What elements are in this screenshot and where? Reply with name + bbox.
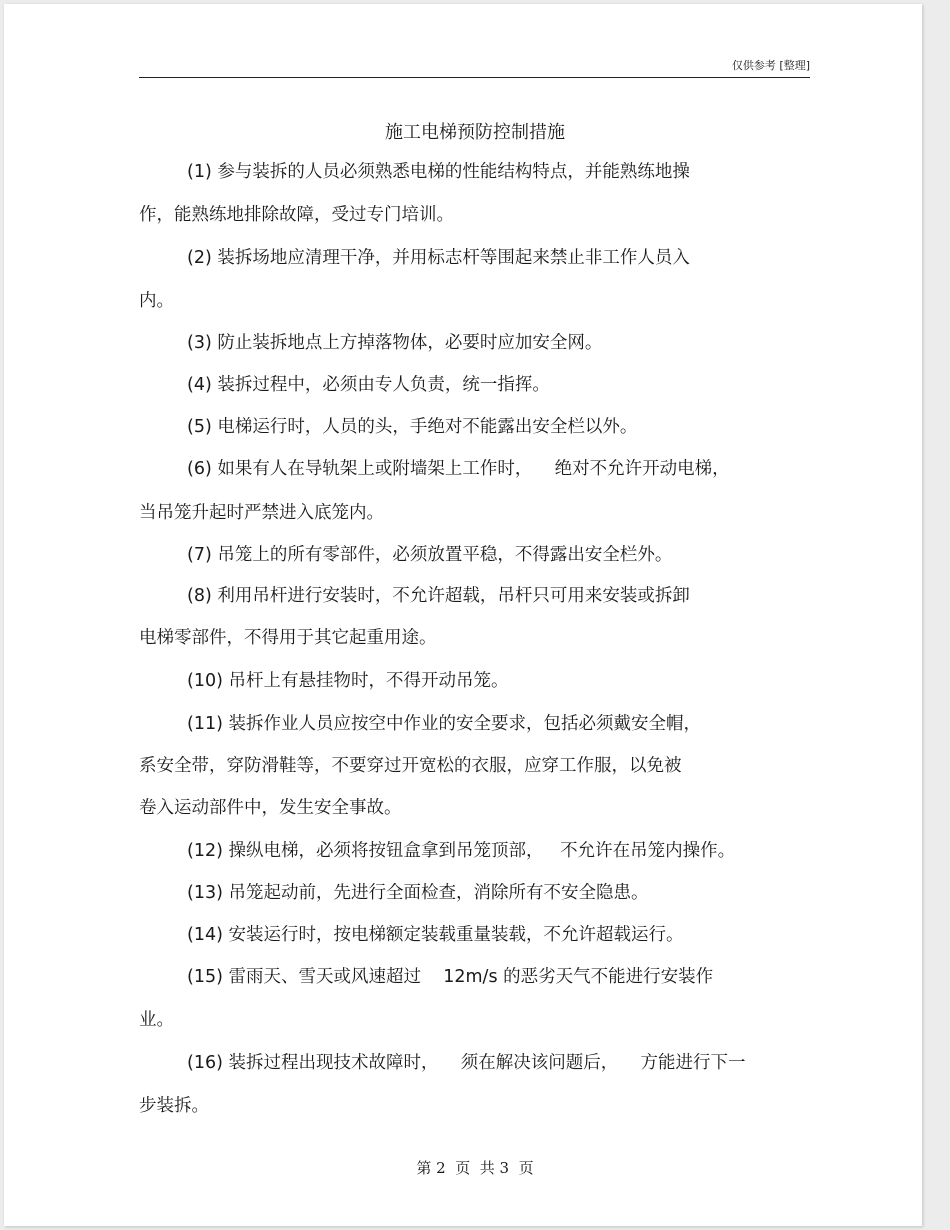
paragraph-10-line-1: (10) 吊杆上有悬挂物时，不得开动吊笼。 xyxy=(187,671,509,691)
paragraph-14-line-1: (14) 安装运行时，按电梯额定装载重量装载，不允许超载运行。 xyxy=(187,925,684,945)
paragraph-11-line-2: 系安全带，穿防滑鞋等，不要穿过开宽松的衣服，应穿工作服，以免被 xyxy=(139,756,682,776)
paragraph-12-line-1: (12) 操纵电梯，必须将按钮盒拿到吊笼顶部， 不允许在吊笼内操作。 xyxy=(187,841,736,861)
paragraph-2-line-2: 内。 xyxy=(139,291,174,311)
paragraph-6-line-1: (6) 如果有人在导轨架上或附墙架上工作时， 绝对不允许开动电梯， xyxy=(187,459,730,479)
paragraph-4-line-1: (4) 装拆过程中，必须由专人负责，统一指挥。 xyxy=(187,375,550,395)
paragraph-8-line-1: (8) 利用吊杆进行安装时，不允许超载，吊杆只可用来安装或拆卸 xyxy=(187,586,690,606)
paragraph-15-line-2: 业。 xyxy=(139,1010,174,1030)
document-title: 施工电梯预防控制措施 xyxy=(385,122,565,143)
header-divider xyxy=(139,77,810,78)
paragraph-13-line-1: (13) 吊笼起动前，先进行全面检查，消除所有不安全隐患。 xyxy=(187,883,649,903)
paragraph-8-line-2: 电梯零部件，不得用于其它起重用途。 xyxy=(139,628,437,648)
paragraph-6-line-2: 当吊笼升起时严禁进入底笼内。 xyxy=(139,503,384,523)
paragraph-15-line-1: (15) 雷雨天、雪天或风速超过 12m/s 的恶劣天气不能进行安装作 xyxy=(187,967,714,987)
paragraph-11-line-3: 卷入运动部件中，发生安全事故。 xyxy=(139,798,402,818)
paragraph-1-line-1: (1) 参与装拆的人员必须熟悉电梯的性能结构特点，并能熟练地操 xyxy=(187,162,690,182)
document-page xyxy=(4,4,922,1226)
paragraph-16-line-1: (16) 装拆过程出现技术故障时， 须在解决该问题后， 方能进行下一 xyxy=(187,1053,746,1073)
paragraph-1-line-2: 作，能熟练地排除故障，受过专门培训。 xyxy=(139,205,454,225)
paragraph-3-line-1: (3) 防止装拆地点上方掉落物体，必要时应加安全网。 xyxy=(187,333,603,353)
paragraph-7-line-1: (7) 吊笼上的所有零部件，必须放置平稳，不得露出安全栏外。 xyxy=(187,545,673,565)
header-note: 仅供参考 [整理] xyxy=(731,59,810,72)
page-number: 第 2 页 共 3 页 xyxy=(416,1159,534,1177)
paragraph-16-line-2: 步装拆。 xyxy=(139,1096,209,1116)
paragraph-11-line-1: (11) 装拆作业人员应按空中作业的安全要求，包括必须戴安全帽， xyxy=(187,714,701,734)
paragraph-2-line-1: (2) 装拆场地应清理干净，并用标志杆等围起来禁止非工作人员入 xyxy=(187,248,690,268)
paragraph-5-line-1: (5) 电梯运行时，人员的头，手绝对不能露出安全栏以外。 xyxy=(187,417,638,437)
